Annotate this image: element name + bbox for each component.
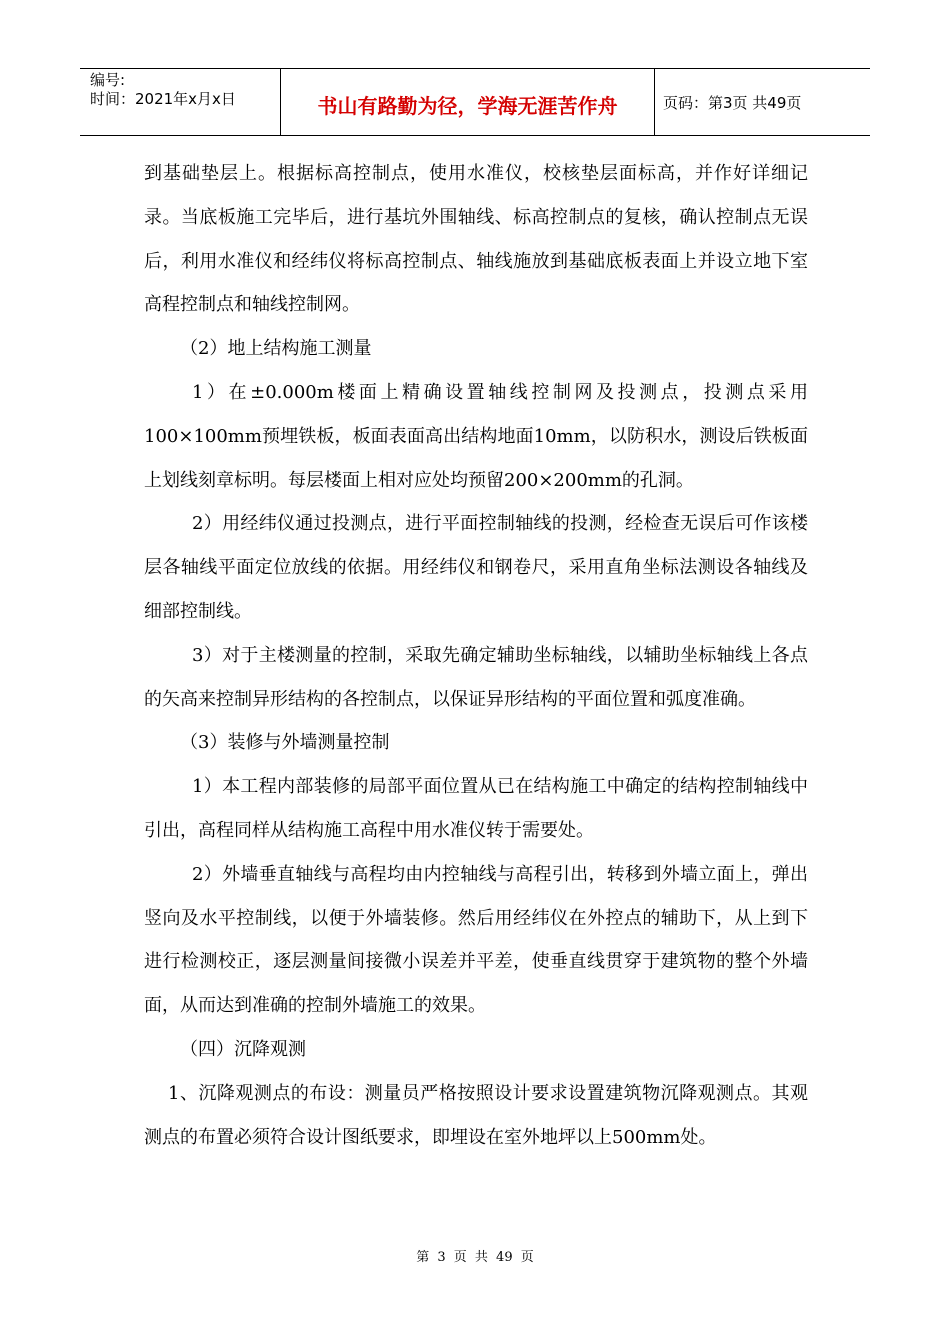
document-code-label: 编号:: [90, 71, 126, 89]
paragraph-item-3: 3）对于主楼测量的控制，采取先确定辅助坐标轴线，以辅助坐标轴线上各点的矢高来控制异形结构的各控制点，以保证异形结构的平面位置和弧度准确。: [144, 644, 808, 710]
header-motto: 书山有路勤为径，学海无涯苦作舟: [281, 69, 655, 135]
header-meta: [80, 69, 281, 135]
paragraph-settlement-1: 1、沉降观测点的布设：测量员严格按照设计要求设置建筑物沉降观测点。其观测点的布置必须符合设计图纸要求，即埋设在室外地坪以上500mm处。: [144, 1082, 808, 1148]
paragraph-decoration-1: 1）本工程内部装修的局部平面位置从已在结构施工中确定的结构控制轴线中引出，高程同样从结构施工高程中用水准仪转于需要处。: [144, 776, 808, 841]
paragraph-continuation: 到基础垫层上。根据标高控制点，使用水准仪，校核垫层面标高，并作好详细记录。当底板施工完毕后，进行基坑外围轴线、标高控制点的复核，确认控制点无误后，利用水准仪和经纬仪将标高控制点、轴线施放到基础底板表面上并设立地下室高程控制点和轴线控制网。: [144, 163, 808, 316]
document-body: [144, 152, 808, 1159]
page-footer: 第 3 页 共 49 页: [416, 1250, 534, 1265]
document-date: 时间：2021年x月x日: [90, 90, 236, 108]
section-heading-decoration: （3）装修与外墙测量控制: [180, 732, 390, 754]
paragraph-decoration-2: 2）外墙垂直轴线与高程均由内控轴线与高程引出，转移到外墙立面上，弹出竖向及水平控制线，以便于外墙装修。然后用经纬仪在外控点的辅助下，从上到下进行检测校正，逐层测量间接微小误差并平差，使垂直线贯穿于建筑物的整个外墙面，从而达到准确的控制外墙施工的效果。: [144, 863, 808, 1017]
paragraph-item-2: 2）用经纬仪通过投测点，进行平面控制轴线的投测，经检查无误后可作该楼层各轴线平面定位放线的依据。用经纬仪和钢卷尺，采用直角坐标法测设各轴线及细部控制线。: [144, 513, 808, 622]
section-heading-settlement: （四）沉降观测: [180, 1038, 306, 1060]
header-page-info: 页码：第3页 共49页: [663, 93, 802, 112]
page-header: [80, 68, 870, 136]
section-heading-above-ground: （2）地上结构施工测量: [180, 338, 372, 360]
paragraph-item-1: 1）在±0.000m楼面上精确设置轴线控制网及投测点，投测点采用100×100mm预埋铁板，板面表面高出结构地面10mm，以防积水，测设后铁板面上划线刻章标明。每层楼面上相对应处均预留200×200mm的孔洞。: [144, 381, 808, 491]
